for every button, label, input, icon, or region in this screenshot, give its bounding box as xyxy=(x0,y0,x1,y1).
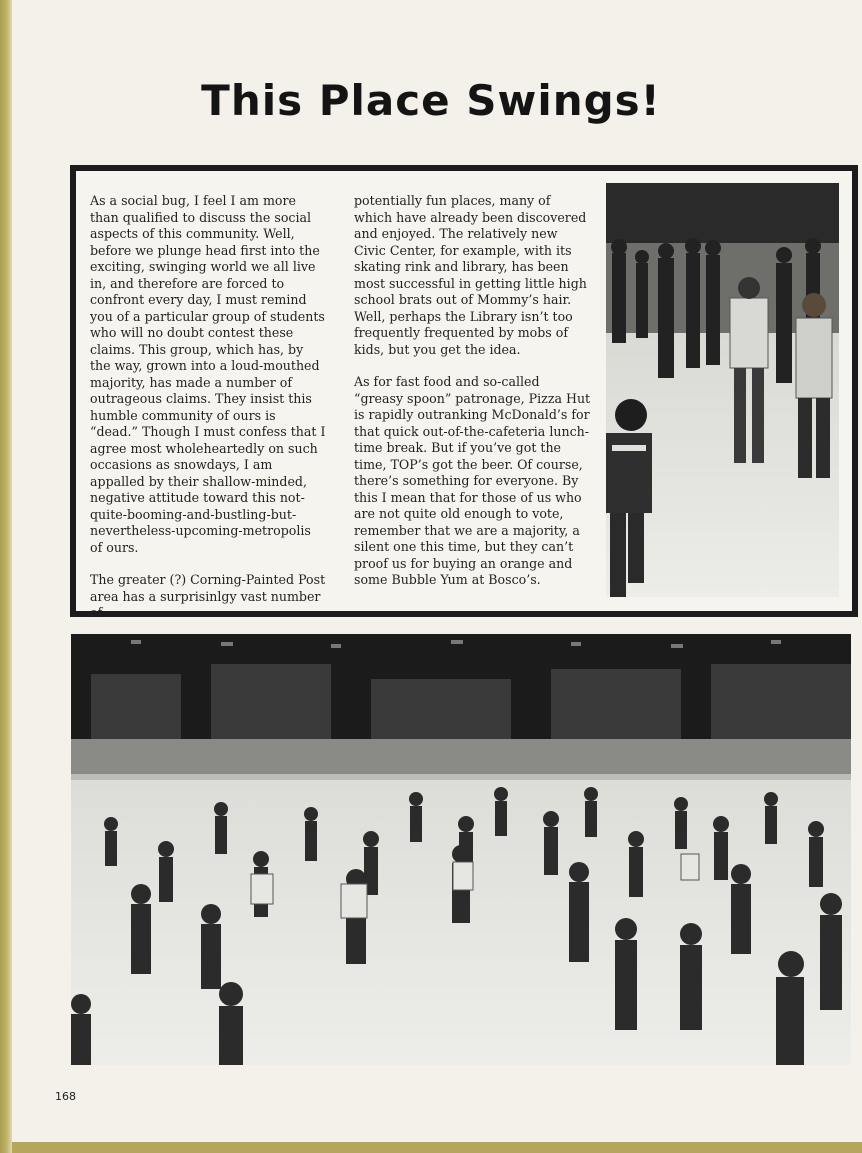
skating-rink-photo xyxy=(71,634,851,1065)
article-paragraph: potentially fun places, many of which have already been discovered and enjoyed. The relatively new Civic Center, for example, with its skating rink and library, has been most successful in getting little high school brats out of Mommy’s hair. Well, perhaps the Library isn’t too frequently frequented by mobs of kids, but you get the idea. xyxy=(354,193,587,357)
article-paragraph: As for fast food and so-called “greasy spoon” patronage, Pizza Hut is rapidly outranking McDonald’s for that quick out-of-the-cafeteria lunch-time break. But if you’ve got the time, TOP’s got the beer. Of course, there’s something for everyone. By this I mean that for those of us who are not quite old enough to vote, remember that we are a majority, a silent one this time, but they can’t proof us for buying an orange and some Bubble Yum at Bosco’s. xyxy=(354,374,591,587)
page-binding-edge xyxy=(0,0,12,1153)
article-paragraph: As a social bug, I feel I am more than qualified to discuss the social aspects of this community. Well, before we plunge head first into the exciting, swinging world we all live in, and therefore are forced to confront every day, I must remind you of a particular group of students who will no doubt contest these claims. This group, which has, by the way, grown into a loud-mouthed majority, has made a number of outrageous claims. They insist this humble community of ours is “dead.” Though I must confess that I agree most wholeheartedly on such occasions as snowdays, I am appalled by their shallow-minded, negative attitude toward this not-quite-booming-and-bustling-but-nevertheless-upcoming-metropolis of ours. xyxy=(90,193,326,555)
article-column-2 xyxy=(354,193,591,605)
article-paragraph: The greater (?) Corning-Painted Post area has a surprisinlgy vast number of xyxy=(90,572,326,620)
page-title: This Place Swings! xyxy=(201,76,661,125)
skaters-photo xyxy=(606,183,839,597)
page-number: 168 xyxy=(55,1090,76,1103)
article-column-1 xyxy=(90,193,327,638)
